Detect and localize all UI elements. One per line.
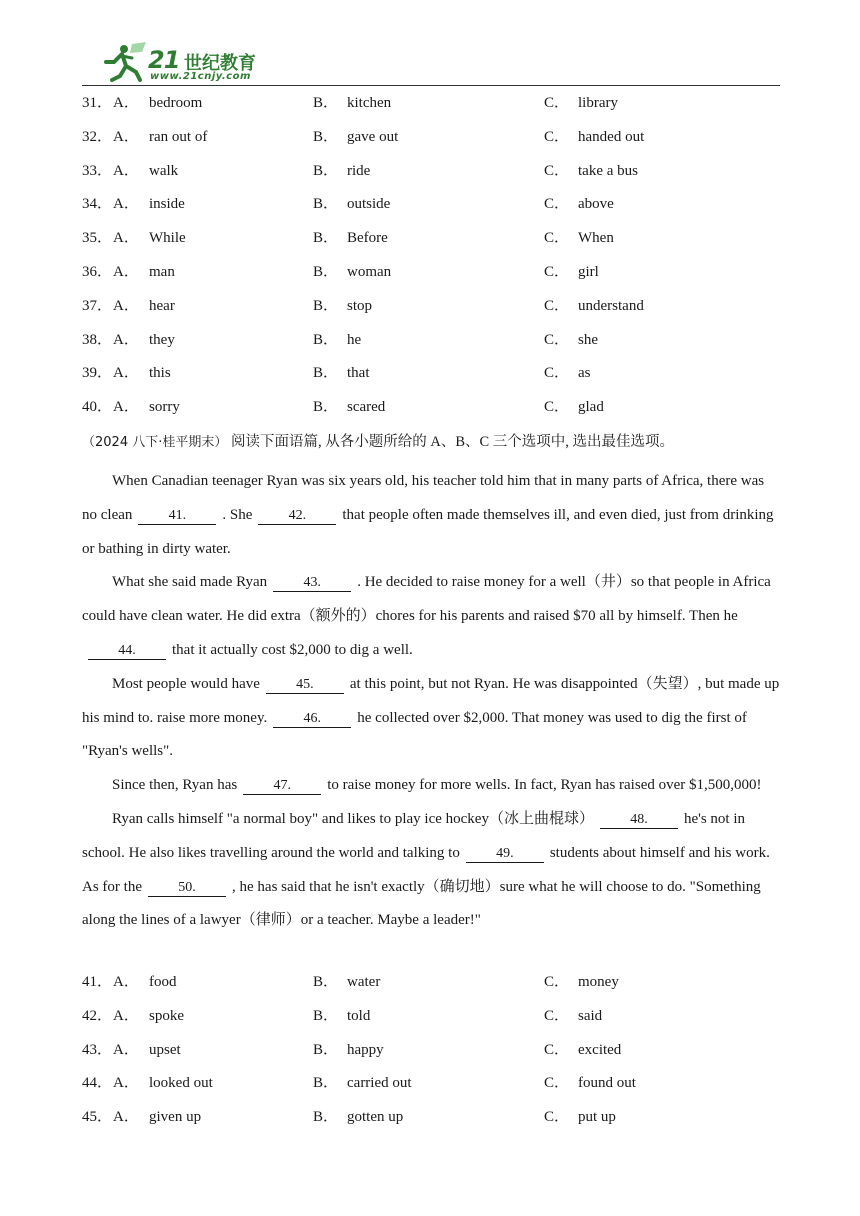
- option-letter-c: C．: [544, 95, 570, 111]
- option-letter-c: C．: [544, 331, 570, 348]
- option-b[interactable]: Before: [347, 230, 388, 247]
- option-letter-b: B．: [313, 128, 339, 145]
- option-b[interactable]: ride: [347, 162, 371, 179]
- question-number: 44．: [82, 1075, 113, 1092]
- option-letter-c: C．: [544, 297, 570, 314]
- option-b[interactable]: kitchen: [347, 95, 392, 111]
- blank-46[interactable]: 46.: [273, 710, 351, 728]
- option-b[interactable]: gave out: [347, 128, 399, 145]
- option-a[interactable]: given up: [149, 1109, 202, 1126]
- blank-45[interactable]: 45.: [266, 676, 344, 694]
- option-b[interactable]: gotten up: [347, 1109, 404, 1126]
- option-letter-a: A．: [113, 331, 139, 348]
- option-c[interactable]: put up: [578, 1109, 616, 1126]
- option-letter-a: A．: [113, 297, 139, 314]
- option-c[interactable]: When: [578, 230, 614, 247]
- option-row: [82, 396, 782, 418]
- option-letter-c: C．: [544, 128, 570, 145]
- question-number: 33．: [82, 162, 113, 179]
- option-row: [82, 295, 782, 317]
- question-number: 36．: [82, 264, 113, 280]
- question-number: 38．: [82, 331, 113, 348]
- paragraph-5: Ryan calls himself "a normal boy" and likes to play ice hockey（冰上曲棍球） 48. he's not in school. He also likes travelling around the world and talking to 49. students about himself and his work. As for the 50. , he has said that he isn't exactly（确切地）sure what he will choose to do. "Something along the lines of a lawyer（律师）or a teacher. Maybe a leader!": [82, 810, 770, 929]
- blank-47[interactable]: 47.: [243, 777, 321, 795]
- option-b[interactable]: scared: [347, 399, 386, 416]
- option-letter-c: C．: [544, 162, 570, 179]
- option-b[interactable]: happy: [347, 1041, 384, 1058]
- option-row: [82, 227, 782, 249]
- option-b[interactable]: told: [347, 1007, 371, 1024]
- option-letter-a: A．: [113, 365, 139, 382]
- option-a[interactable]: food: [149, 974, 177, 990]
- question-number: 43．: [82, 1041, 113, 1058]
- header-divider: [82, 85, 780, 86]
- paragraph-3: Most people would have 45. at this point, but not Ryan. He was disappointed（失望）, but made up his mind to. raise more money. 46. he collected over $2,000. That money was used to dig the first of "Ryan's wells".: [82, 675, 780, 760]
- option-letter-c: C．: [544, 399, 570, 416]
- option-letter-a: A．: [113, 264, 139, 280]
- option-letter-a: A．: [113, 95, 139, 111]
- option-b[interactable]: carried out: [347, 1075, 412, 1092]
- option-letter-a: A．: [113, 1007, 139, 1024]
- option-row: [82, 329, 782, 351]
- page-header: [82, 40, 780, 86]
- option-letter-b: B．: [313, 1007, 339, 1024]
- option-a[interactable]: walk: [149, 162, 179, 179]
- option-c[interactable]: understand: [578, 297, 644, 314]
- blank-44[interactable]: 44.: [88, 642, 166, 660]
- reading-passage: [82, 465, 780, 938]
- question-number: 37．: [82, 297, 113, 314]
- option-letter-a: A．: [113, 399, 139, 416]
- option-letter-b: B．: [313, 196, 339, 213]
- option-row: [82, 193, 782, 215]
- option-c[interactable]: found out: [578, 1075, 636, 1092]
- option-letter-b: B．: [313, 297, 339, 314]
- option-a[interactable]: ran out of: [149, 128, 208, 145]
- option-a[interactable]: spoke: [149, 1007, 184, 1024]
- option-b[interactable]: water: [347, 974, 381, 990]
- option-letter-b: B．: [313, 162, 339, 179]
- option-a[interactable]: hear: [149, 297, 175, 314]
- option-row: [82, 126, 782, 148]
- instruction-text: 阅读下面语篇, 从各小题所给的 A、B、C 三个选项中, 选出最佳选项。: [230, 434, 675, 450]
- option-c[interactable]: above: [578, 196, 614, 213]
- option-letter-b: B．: [313, 95, 339, 111]
- option-letter-c: C．: [544, 264, 570, 280]
- option-a[interactable]: they: [149, 331, 175, 348]
- option-row: [82, 1039, 782, 1061]
- option-letter-a: A．: [113, 128, 139, 145]
- option-letter-b: B．: [313, 1109, 339, 1126]
- question-number: 31．: [82, 95, 113, 111]
- option-c[interactable]: take a bus: [578, 162, 638, 179]
- blank-49[interactable]: 49.: [466, 845, 544, 863]
- option-letter-a: A．: [113, 974, 139, 990]
- option-b[interactable]: woman: [347, 264, 392, 280]
- option-row: [82, 1072, 782, 1094]
- option-a[interactable]: upset: [149, 1041, 181, 1058]
- option-c[interactable]: excited: [578, 1041, 622, 1058]
- option-c[interactable]: glad: [578, 399, 604, 416]
- paragraph-4: Since then, Ryan has 47. to raise money for more wells. In fact, Ryan has raised over $1,500,000!: [112, 777, 762, 794]
- option-row: [82, 160, 782, 182]
- blank-41[interactable]: 41.: [138, 507, 216, 525]
- option-letter-b: B．: [313, 974, 339, 990]
- option-b[interactable]: that: [347, 365, 370, 382]
- option-letter-a: A．: [113, 162, 139, 179]
- question-number: 39．: [82, 365, 113, 382]
- option-letter-c: C．: [544, 974, 570, 990]
- blank-48[interactable]: 48.: [600, 811, 678, 829]
- option-b[interactable]: outside: [347, 196, 391, 213]
- question-number: 45．: [82, 1109, 113, 1126]
- logo-url: www.21cnjy.com: [150, 71, 251, 82]
- instruction: [82, 431, 674, 454]
- option-c[interactable]: as: [578, 365, 591, 382]
- question-number: 34．: [82, 196, 113, 213]
- option-letter-a: A．: [113, 230, 139, 247]
- option-letter-b: B．: [313, 365, 339, 382]
- option-c[interactable]: money: [578, 974, 619, 990]
- option-letter-b: B．: [313, 230, 339, 247]
- option-letter-a: A．: [113, 1075, 139, 1092]
- option-a[interactable]: While: [149, 230, 186, 247]
- running-man-icon: [102, 40, 148, 84]
- option-letter-c: C．: [544, 1007, 570, 1024]
- option-row: [82, 261, 782, 283]
- logo-number: 21: [148, 46, 180, 74]
- option-a[interactable]: inside: [149, 196, 185, 213]
- option-a[interactable]: looked out: [149, 1075, 213, 1092]
- option-row: [82, 971, 782, 993]
- question-number: 41．: [82, 974, 113, 990]
- blank-43[interactable]: 43.: [273, 574, 351, 592]
- option-a[interactable]: sorry: [149, 399, 180, 416]
- logo-chinese: 世纪教育: [184, 53, 256, 74]
- option-b[interactable]: stop: [347, 297, 373, 314]
- option-letter-a: A．: [113, 1041, 139, 1058]
- option-row: [82, 362, 782, 384]
- question-number: 32．: [82, 128, 113, 145]
- option-letter-b: B．: [313, 264, 339, 280]
- question-number: 40．: [82, 399, 113, 416]
- option-row: [82, 92, 782, 114]
- option-a[interactable]: this: [149, 365, 171, 382]
- blank-42[interactable]: 42.: [258, 507, 336, 525]
- option-row: [82, 1005, 782, 1027]
- option-letter-b: B．: [313, 399, 339, 416]
- paragraph-2: What she said made Ryan 43. . He decided to raise money for a well（井）so that people in Africa could have clean water. He did extra（额外的）chores for his parents and raised $70 all by himself. Then he44. that it actually cost $2,000 to dig a well.: [82, 574, 771, 658]
- option-row: [82, 1106, 782, 1128]
- option-letter-c: C．: [544, 1041, 570, 1058]
- option-c[interactable]: library: [578, 95, 618, 111]
- option-letter-b: B．: [313, 1041, 339, 1058]
- option-c[interactable]: said: [578, 1007, 603, 1024]
- option-b[interactable]: he: [347, 331, 362, 348]
- option-letter-c: C．: [544, 1075, 570, 1092]
- option-letter-c: C．: [544, 196, 570, 213]
- option-letter-c: C．: [544, 365, 570, 382]
- option-letter-b: B．: [313, 1075, 339, 1092]
- option-letter-a: A．: [113, 1109, 139, 1126]
- option-c[interactable]: she: [578, 331, 598, 348]
- paragraph-1: When Canadian teenager Ryan was six years old, his teacher told him that in many parts of Africa, there was no clean 41. . She 42. that people often made themselves ill, and even died, just from drinking or bathing in dirty water.: [82, 473, 774, 557]
- question-number: 35．: [82, 230, 113, 247]
- question-number: 42．: [82, 1007, 113, 1024]
- option-letter-c: C．: [544, 1109, 570, 1126]
- instruction-source: （2024 八下·桂平期末）: [82, 435, 228, 450]
- option-letter-a: A．: [113, 196, 139, 213]
- logo: [102, 40, 272, 84]
- blank-50[interactable]: 50.: [148, 879, 226, 897]
- option-a[interactable]: man: [149, 264, 175, 280]
- option-letter-c: C．: [544, 230, 570, 247]
- option-c[interactable]: handed out: [578, 128, 645, 145]
- option-c[interactable]: girl: [578, 264, 599, 280]
- option-a[interactable]: bedroom: [149, 95, 203, 111]
- option-letter-b: B．: [313, 331, 339, 348]
